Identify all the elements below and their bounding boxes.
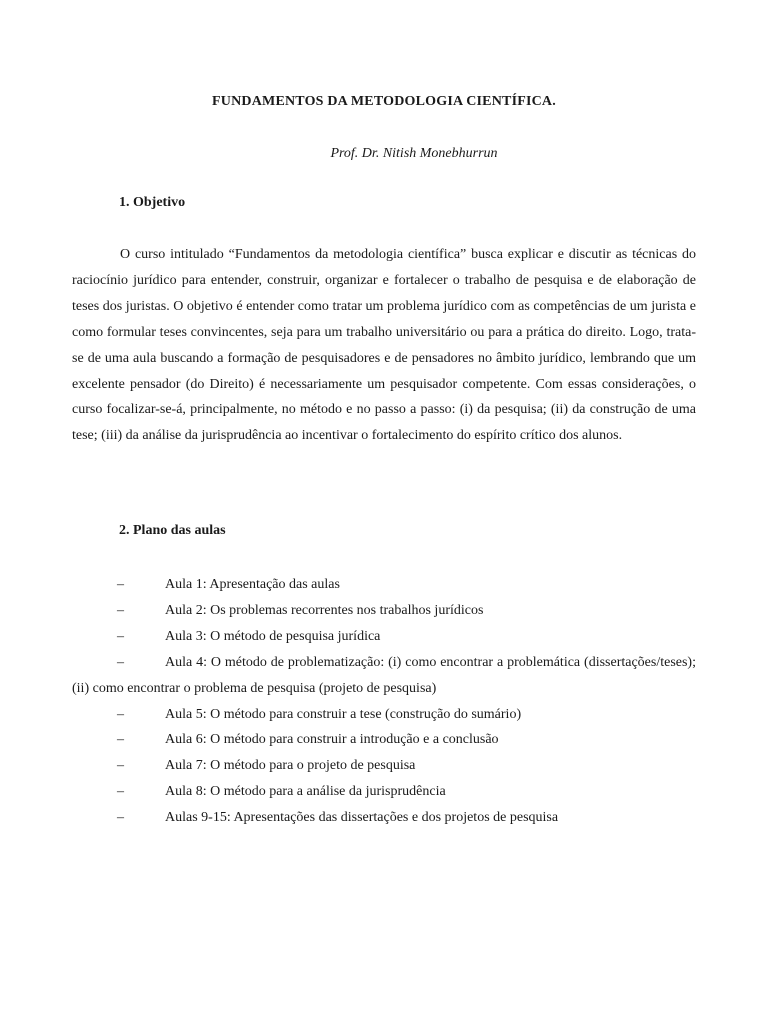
list-item — [72, 572, 696, 598]
list-item — [72, 805, 696, 831]
list-item-text: Aula 5: O método para construir a tese (construção do sumário) — [165, 706, 522, 722]
dash-bullet: – — [117, 732, 124, 748]
list-item-text: Aula 6: O método para construir a introdução e a conclusão — [165, 732, 499, 748]
list-item-text: Aula 4: O método de problematização: (i) como encontrar a problemática (dissertações/teses); (ii) como encontrar o problema de pesquisa (projeto de pesquisa) — [72, 654, 696, 696]
section-heading-objetivo: 1. Objetivo — [119, 195, 186, 210]
list-item — [72, 727, 696, 753]
dash-bullet: – — [117, 654, 124, 670]
dash-bullet: – — [117, 810, 124, 826]
list-item-text: Aula 1: Apresentação das aulas — [165, 577, 340, 592]
dash-bullet: – — [117, 758, 124, 774]
dash-bullet: – — [117, 577, 124, 592]
list-item — [72, 650, 696, 702]
document-author: Prof. Dr. Nitish Monebhurrun — [330, 146, 498, 161]
section-heading-plano-das-aulas: 2. Plano das aulas — [119, 523, 226, 538]
list-item-text: Aula 8: O método para a análise da jurisprudência — [165, 784, 446, 800]
lesson-plan-list — [72, 572, 696, 831]
list-item-text: Aula 2: Os problemas recorrentes nos trabalhos jurídicos — [165, 602, 484, 618]
list-item-text: Aula 3: O método de pesquisa jurídica — [165, 628, 381, 644]
list-item-text: Aula 7: O método para o projeto de pesquisa — [165, 758, 416, 774]
dash-bullet: – — [117, 706, 124, 722]
list-item — [72, 624, 696, 650]
list-item — [72, 753, 696, 779]
objetivo-paragraph: O curso intitulado “Fundamentos da metodologia científica” busca explicar e discutir as técnicas do raciocínio jurídico para entender, construir, organizar e fortalecer o trabalho de pesquisa e de elaboração de teses dos juristas. O objetivo é entender como tratar um problema jurídico com as competências de um jurista e como formular teses convincentes, seja para um trabalho universitário ou para a prática do direito. Logo, trata-se de uma aula buscando a formação de pesquisadores e de pensadores no âmbito jurídico, lembrando que um excelente pensador (do Direito) é necessariamente um pesquisador competente. Com essas considerações, o curso focalizar-se-á, principalmente, no método e no passo a passo: (i) da pesquisa; (ii) da construção de uma tese; (iii) da análise da jurisprudência ao incentivar o fortalecimento do espírito crítico dos alunos. — [72, 247, 696, 444]
list-item — [72, 702, 696, 728]
dash-bullet: – — [117, 628, 124, 644]
list-item-text: Aulas 9-15: Apresentações das dissertações e dos projetos de pesquisa — [165, 810, 559, 826]
dash-bullet: – — [117, 784, 124, 800]
list-item — [72, 779, 696, 805]
document-title: FUNDAMENTOS DA METODOLOGIA CIENTÍFICA. — [212, 94, 556, 109]
list-item — [72, 598, 696, 624]
dash-bullet: – — [117, 602, 124, 618]
